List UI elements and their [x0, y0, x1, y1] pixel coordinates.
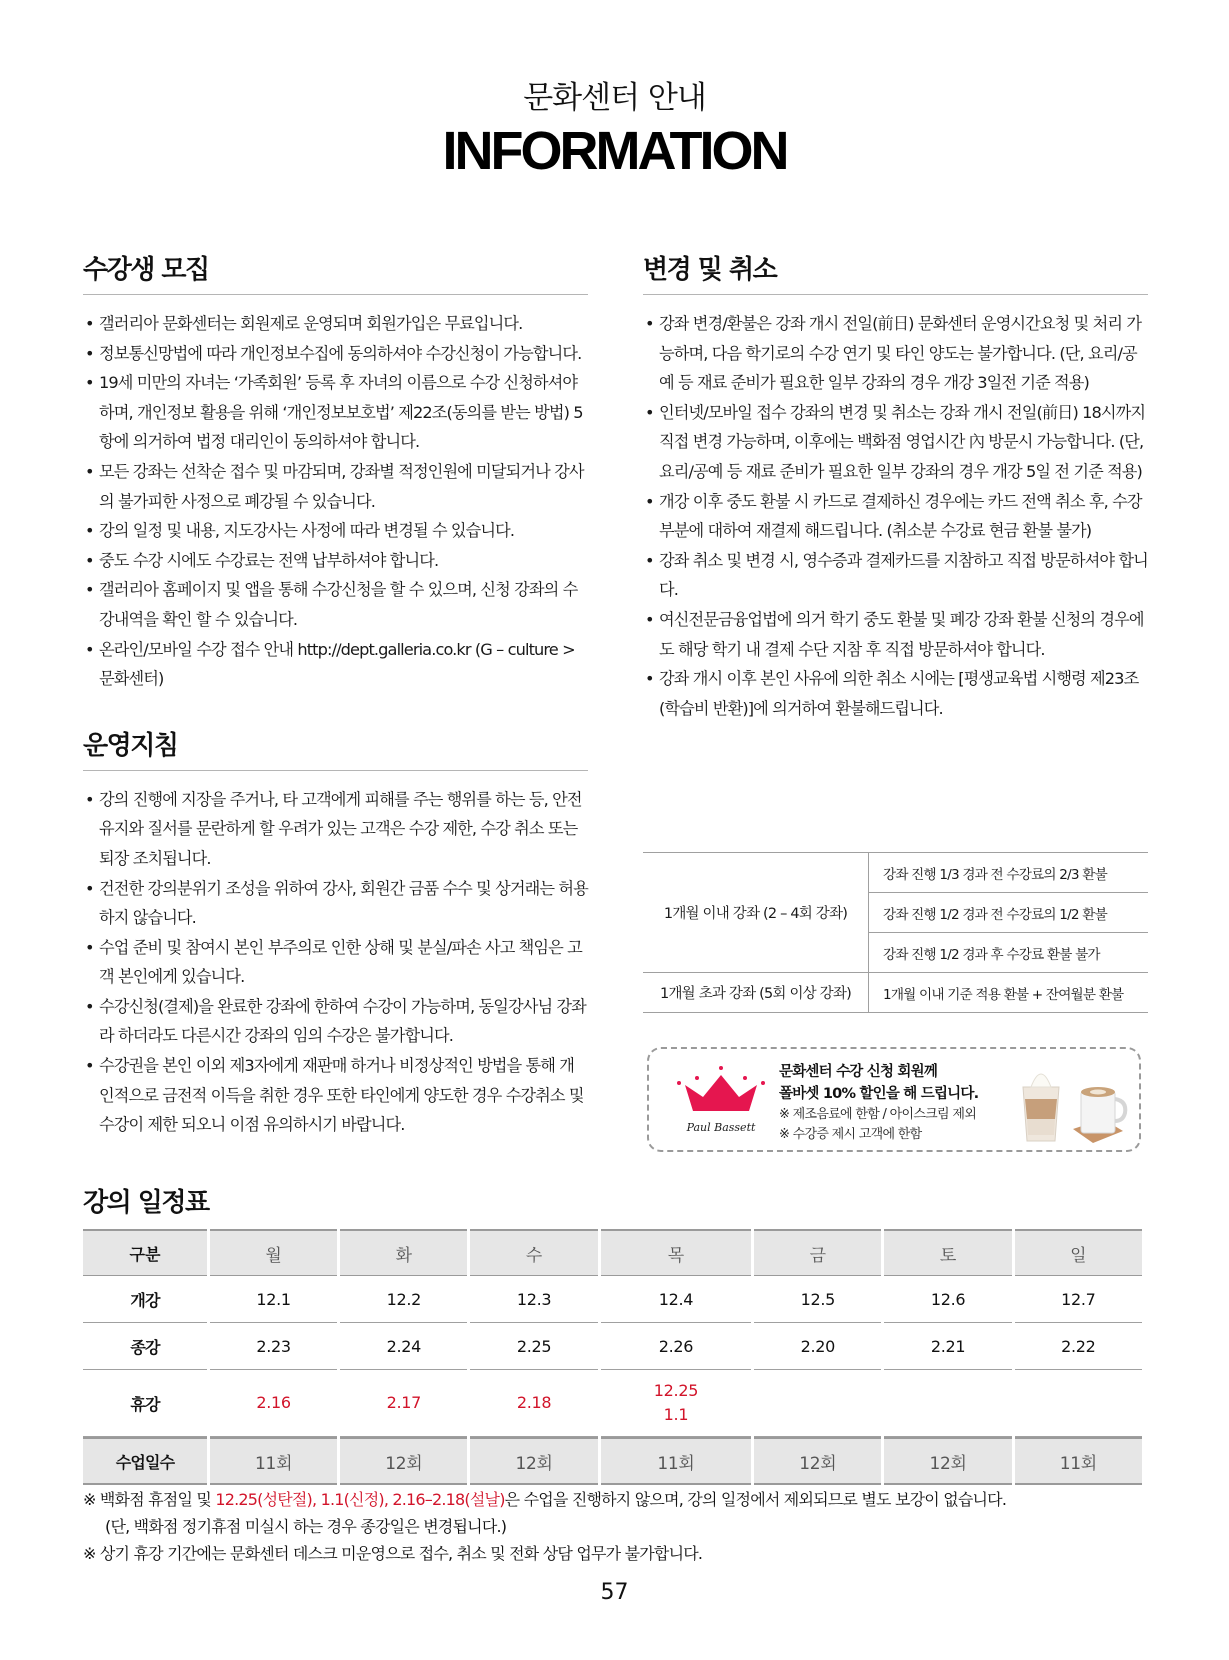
guidelines-title: 운영지침	[83, 728, 588, 771]
table-cell: 12회	[754, 1437, 881, 1485]
table-row-open	[83, 1276, 1142, 1323]
promo-headline-1: 문화센터 수강 신청 회원께	[779, 1064, 938, 1080]
note-sub: (단, 백화점 정기휴점 미실시 하는 경우 종강일은 변경됩니다.)	[105, 1517, 507, 1536]
header-tue: 화	[340, 1229, 467, 1276]
note-text: 은 수업을 진행하지 않으며, 강의 일정에서 제외되므로 별도 보강이 없습니다.	[504, 1490, 1007, 1509]
table-cell	[884, 1370, 1011, 1437]
enrollment-title: 수강생 모집	[83, 252, 588, 295]
refund-rule: 1개월 이내 기준 적용 환불 + 잔여월분 환불	[869, 973, 1149, 1013]
left-column	[83, 252, 588, 1140]
list-item: • 수업 준비 및 참여시 본인 부주의로 인한 상해 및 분실/파손 사고 책임은 고객 본인에게 있습니다.	[83, 933, 588, 992]
table-cell: 12.1	[210, 1276, 337, 1323]
changes-title: 변경 및 취소	[643, 252, 1148, 295]
coffee-icon	[1011, 1057, 1131, 1145]
list-item: • 여신전문금융업법에 의거 학기 중도 환불 및 폐강 강좌 환불 신청의 경우에도 해당 학기 내 결제 수단 지참 후 직접 방문하셔야 합니다.	[643, 605, 1148, 664]
coffee-drinks-image	[1011, 1057, 1131, 1145]
guidelines-list	[83, 785, 588, 1140]
table-cell	[754, 1370, 881, 1437]
header-thu: 목	[601, 1229, 752, 1276]
table-cell: 12.5	[754, 1276, 881, 1323]
table-cell: 11회	[601, 1437, 752, 1485]
crown-icon	[671, 1063, 771, 1137]
list-item: • 인터넷/모바일 접수 강좌의 변경 및 취소는 강좌 개시 전일(前日) 18시까지 직접 변경 가능하며, 이후에는 백화점 영업시간 內 방문시 가능합니다. (단, 요리/공예 등 재료 준비가 필요한 일부 강좌의 경우 개강 5일 전 기준 적용)	[643, 398, 1148, 487]
refund-category: 1개월 초과 강좌 (5회 이상 강좌)	[643, 973, 869, 1013]
schedule-notes	[83, 1486, 1006, 1567]
table-row	[643, 973, 1148, 1013]
list-item: • 모든 강좌는 선착순 접수 및 마감되며, 강좌별 적정인원에 미달되거나 강사의 불가피한 사정으로 폐강될 수 있습니다.	[83, 457, 588, 516]
list-item: • 강의 일정 및 내용, 지도강사는 사정에 따라 변경될 수 있습니다.	[83, 516, 588, 546]
table-cell: 11회	[210, 1437, 337, 1485]
list-item: • 수강권을 본인 이외 제3자에게 재판매 하거나 비정상적인 방법을 통해 개인적으로 금전적 이득을 취한 경우 또한 타인에게 양도한 경우 수강취소 및 수강이 제한 되오니 이점 유의하시기 바랍니다.	[83, 1051, 588, 1140]
list-item: • 강좌 변경/환불은 강좌 개시 전일(前日) 문화센터 운영시간요청 및 처리 가능하며, 다음 학기로의 수강 연기 및 타인 양도는 불가합니다. (단, 요리/공예 등 재료 준비가 필요한 일부 강좌의 경우 개강 3일전 기준 적용)	[643, 309, 1148, 398]
table-cell: 12회	[884, 1437, 1011, 1485]
table-cell: 12.7	[1015, 1276, 1142, 1323]
table-cell: 12.4	[601, 1276, 752, 1323]
row-label: 개강	[83, 1276, 207, 1323]
list-item: • 갤러리아 홈페이지 및 앱을 통해 수강신청을 할 수 있으며, 신청 강좌의 수강내역을 확인 할 수 있습니다.	[83, 575, 588, 634]
table-row-count	[83, 1437, 1142, 1485]
note-desk: ※ 상기 휴강 기간에는 문화센터 데스크 미운영으로 접수, 취소 및 전화 상담 업무가 불가합니다.	[83, 1544, 703, 1563]
note-holiday	[83, 1486, 1006, 1513]
list-item: • 정보통신망법에 따라 개인정보수집에 동의하셔야 수강신청이 가능합니다.	[83, 339, 588, 369]
note-holiday-dates: 12.25(성탄절), 1.1(신정), 2.16–2.18(설날)	[215, 1490, 505, 1509]
table-cell: 2.22	[1015, 1323, 1142, 1370]
schedule-title: 강의 일정표	[83, 1188, 209, 1218]
table-cell: 12회	[340, 1437, 467, 1485]
list-item: • 온라인/모바일 수강 접수 안내 http://dept.galleria.co.kr (G – culture > 문화센터)	[83, 635, 588, 694]
list-item: • 수강신청(결제)을 완료한 강좌에 한하여 수강이 가능하며, 동일강사님 강좌라 하더라도 다른시간 강좌의 임의 수강은 불가합니다.	[83, 992, 588, 1051]
right-column	[643, 252, 1148, 723]
table-cell: 2.16	[210, 1370, 337, 1437]
refund-rule: 강좌 진행 1/3 경과 전 수강료의 2/3 환불	[869, 853, 1149, 893]
holiday-date: 12.25	[653, 1381, 699, 1400]
refund-rule: 강좌 진행 1/2 경과 전 수강료의 1/2 환불	[869, 893, 1149, 933]
row-label: 휴강	[83, 1370, 207, 1437]
table-cell: 12.2	[340, 1276, 467, 1323]
table-row-close	[83, 1323, 1142, 1370]
table-row-holiday	[83, 1370, 1142, 1437]
list-item: • 개강 이후 중도 환불 시 카드로 결제하신 경우에는 카드 전액 취소 후, 수강부분에 대하여 재결제 해드립니다. (취소분 수강료 현금 환불 불가)	[643, 487, 1148, 546]
refund-category: 1개월 이내 강좌 (2 – 4회 강좌)	[643, 853, 869, 973]
svg-text:Paul Bassett: Paul Bassett	[686, 1121, 756, 1134]
table-cell: 2.21	[884, 1323, 1011, 1370]
note-text: ※ 백화점 휴점일 및	[83, 1490, 216, 1509]
row-label: 종강	[83, 1323, 207, 1370]
paul-bassett-promo-box	[647, 1047, 1141, 1152]
header-title-korean: 문화센터 안내	[523, 80, 706, 116]
header-fri: 금	[754, 1229, 881, 1276]
paul-bassett-logo	[671, 1063, 771, 1137]
header-sat: 토	[884, 1229, 1011, 1276]
promo-headline-2: 폴바셋 10% 할인을 해 드립니다.	[779, 1086, 979, 1102]
list-item: • 강의 진행에 지장을 주거나, 타 고객에게 피해를 주는 행위를 하는 등, 안전 유지와 질서를 문란하게 할 우려가 있는 고객은 수강 제한, 수강 취소 또는 퇴장 조치됩니다.	[83, 785, 588, 874]
row-label: 수업일수	[83, 1437, 207, 1485]
promo-note-2: ※ 수강증 제시 고객에 한함	[779, 1127, 922, 1142]
refund-rule: 강좌 진행 1/2 경과 후 수강료 환불 불가	[869, 933, 1149, 973]
list-item: • 강좌 개시 이후 본인 사유에 의한 취소 시에는 [평생교육법 시행령 제23조(학습비 반환)]에 의거하여 환불해드립니다.	[643, 664, 1148, 723]
header-sun: 일	[1015, 1229, 1142, 1276]
page-header	[0, 78, 1229, 182]
table-row	[643, 853, 1148, 893]
list-item: • 갤러리아 문화센터는 회원제로 운영되며 회원가입은 무료입니다.	[83, 309, 588, 339]
promo-text	[779, 1061, 1009, 1145]
promo-note-1: ※ 제조음료에 한함 / 아이스크림 제외	[779, 1107, 977, 1122]
header-wed: 수	[470, 1229, 597, 1276]
holiday-date: 1.1	[663, 1405, 689, 1424]
table-cell: 12.6	[884, 1276, 1011, 1323]
table-cell: 2.23	[210, 1323, 337, 1370]
table-cell: 12회	[470, 1437, 597, 1485]
table-cell: 2.18	[470, 1370, 597, 1437]
schedule-table	[80, 1229, 1145, 1485]
header-title-english: INFORMATION	[442, 121, 787, 181]
table-cell: 11회	[1015, 1437, 1142, 1485]
refund-table	[643, 852, 1148, 1013]
table-cell: 2.24	[340, 1323, 467, 1370]
list-item: • 건전한 강의분위기 조성을 위하여 강사, 회원간 금품 수수 및 상거래는 허용하지 않습니다.	[83, 874, 588, 933]
list-item: • 중도 수강 시에도 수강료는 전액 납부하셔야 합니다.	[83, 546, 588, 576]
table-cell: 2.25	[470, 1323, 597, 1370]
table-cell: 2.20	[754, 1323, 881, 1370]
table-cell	[1015, 1370, 1142, 1437]
list-item: • 19세 미만의 자녀는 ‘가족회원’ 등록 후 자녀의 이름으로 수강 신청하셔야 하며, 개인정보 활용을 위해 ‘개인정보보호법’ 제22조(동의를 받는 방법) 5항에 의거하여 법정 대리인이 동의하셔야 합니다.	[83, 368, 588, 457]
table-cell: 2.17	[340, 1370, 467, 1437]
enrollment-list	[83, 309, 588, 694]
page-number: 57	[600, 1580, 629, 1605]
table-header-row	[83, 1229, 1142, 1276]
header-category: 구분	[83, 1229, 207, 1276]
changes-list	[643, 309, 1148, 723]
list-item: • 강좌 취소 및 변경 시, 영수증과 결제카드를 지참하고 직접 방문하셔야 합니다.	[643, 546, 1148, 605]
table-cell: 2.26	[601, 1323, 752, 1370]
table-cell: 12.3	[470, 1276, 597, 1323]
table-cell	[601, 1370, 752, 1437]
header-mon: 월	[210, 1229, 337, 1276]
